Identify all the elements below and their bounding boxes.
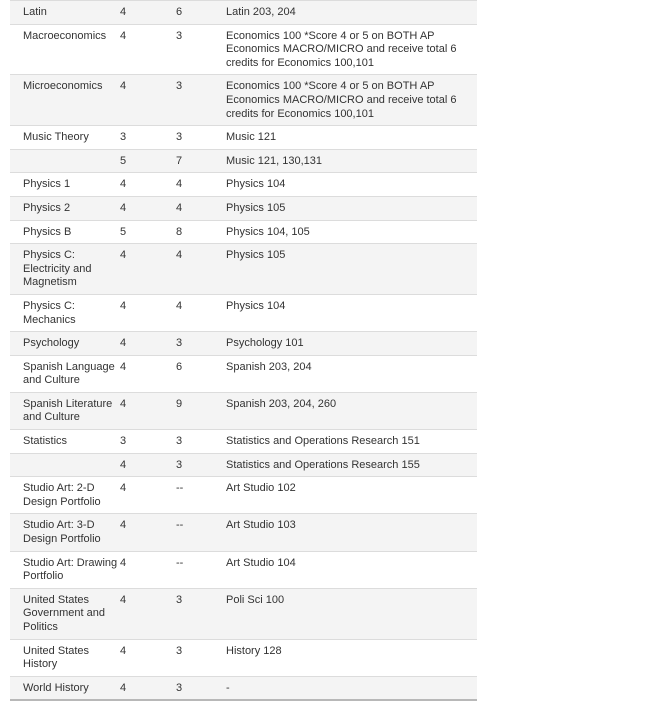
table-row <box>10 430 477 454</box>
score-cell: 4 <box>120 593 127 606</box>
score-cell: 4 <box>120 80 127 93</box>
equivalent-cell: Poli Sci 100 <box>226 593 285 606</box>
subject-cell: Physics 1 <box>23 178 71 191</box>
score-cell: 4 <box>120 201 127 214</box>
credits-cell: 6 <box>176 360 183 373</box>
table-row <box>10 244 477 295</box>
subject-cell: Spanish Language and Culture <box>23 360 115 387</box>
credits-cell: 3 <box>176 337 183 350</box>
score-cell: 4 <box>120 337 127 350</box>
table-row <box>10 589 477 640</box>
score-cell: 4 <box>120 299 127 312</box>
equivalent-cell: Physics 104 <box>226 299 286 312</box>
table-row <box>10 640 477 677</box>
credits-cell: -- <box>176 556 184 569</box>
equivalent-cell: Art Studio 102 <box>226 482 296 495</box>
score-cell: 4 <box>120 360 127 373</box>
equivalent-cell: History 128 <box>226 644 282 657</box>
credits-cell: 4 <box>176 178 183 191</box>
equivalent-cell: Statistics and Operations Research 155 <box>226 458 420 471</box>
equivalent-cell: - <box>226 681 230 694</box>
equivalent-cell: Physics 105 <box>226 201 286 214</box>
equivalent-cell: Music 121, 130,131 <box>226 154 323 167</box>
table-row <box>10 221 477 245</box>
table-row <box>10 393 477 430</box>
subject-cell: Physics C: Electricity and Magnetism <box>23 249 92 289</box>
table-row <box>10 126 477 150</box>
equivalent-cell: Economics 100 *Score 4 or 5 on BOTH AP Economics MACRO/MICRO and receive total 6 credits for Economics 100,101 <box>226 80 457 120</box>
score-cell: 4 <box>120 519 127 532</box>
subject-cell: Studio Art: Drawing Portfolio <box>23 556 118 583</box>
equivalent-cell: Statistics and Operations Research 151 <box>226 435 420 448</box>
table-row <box>10 677 477 701</box>
table-row <box>10 454 477 478</box>
subject-cell: United States Government and Politics <box>23 593 105 633</box>
credits-cell: 3 <box>176 593 183 606</box>
equivalent-cell: Art Studio 103 <box>226 519 296 532</box>
score-cell: 4 <box>120 397 127 410</box>
subject-cell: Music Theory <box>23 131 89 144</box>
equivalent-cell: Physics 104 <box>226 178 286 191</box>
score-cell: 5 <box>120 154 127 167</box>
score-cell: 4 <box>120 644 127 657</box>
subject-cell: Physics B <box>23 225 72 238</box>
score-cell: 4 <box>120 482 127 495</box>
table-row <box>10 1 477 25</box>
score-cell: 4 <box>120 29 127 42</box>
table-row <box>10 295 477 332</box>
score-cell: 3 <box>120 131 127 144</box>
credits-cell: 3 <box>176 681 183 694</box>
table-row <box>10 356 477 393</box>
table-row <box>10 75 477 126</box>
credits-cell: 4 <box>176 201 183 214</box>
subject-cell: Latin <box>23 6 47 18</box>
subject-cell: Studio Art: 3-D Design Portfolio <box>23 519 101 546</box>
credits-cell: -- <box>176 482 184 495</box>
equivalent-cell: Art Studio 104 <box>226 556 296 569</box>
credits-cell: 4 <box>176 299 183 312</box>
credits-cell: 7 <box>176 154 183 167</box>
credits-cell: 8 <box>176 225 183 238</box>
credits-cell: 9 <box>176 397 183 410</box>
subject-cell: Spanish Literature and Culture <box>23 397 113 424</box>
table-row <box>10 477 477 514</box>
ap-credit-table <box>10 0 477 701</box>
equivalent-cell: Spanish 203, 204 <box>226 360 312 373</box>
credits-cell: -- <box>176 519 184 532</box>
score-cell: 4 <box>120 556 127 569</box>
table-row <box>10 514 477 551</box>
equivalent-cell: Psychology 101 <box>226 337 304 350</box>
subject-cell: United States History <box>23 644 90 671</box>
table-row <box>10 25 477 76</box>
credits-cell: 3 <box>176 80 183 93</box>
subject-cell: Microeconomics <box>23 80 103 93</box>
score-cell: 4 <box>120 681 127 694</box>
table-row <box>10 150 477 174</box>
credits-cell: 3 <box>176 29 183 42</box>
credits-cell: 6 <box>176 6 183 18</box>
subject-cell <box>10 155 120 169</box>
equivalent-cell: Physics 105 <box>226 249 286 262</box>
table-row <box>10 197 477 221</box>
subject-cell: Physics 2 <box>23 201 71 214</box>
score-cell: 3 <box>120 435 127 448</box>
subject-cell <box>10 459 120 473</box>
credits-cell: 3 <box>176 644 183 657</box>
table-row <box>10 332 477 356</box>
table-row <box>10 173 477 197</box>
equivalent-cell: Latin 203, 204 <box>226 6 296 18</box>
equivalent-cell: Physics 104, 105 <box>226 225 310 238</box>
equivalent-cell: Music 121 <box>226 131 277 144</box>
subject-cell: Macroeconomics <box>23 29 107 42</box>
equivalent-cell: Economics 100 *Score 4 or 5 on BOTH AP Economics MACRO/MICRO and receive total 6 credits for Economics 100,101 <box>226 29 457 69</box>
credits-cell: 4 <box>176 249 183 262</box>
subject-cell: World History <box>23 681 89 694</box>
subject-cell: Studio Art: 2-D Design Portfolio <box>23 482 101 508</box>
table-row <box>10 552 477 589</box>
score-cell: 4 <box>120 178 127 191</box>
credits-cell: 3 <box>176 131 183 144</box>
score-cell: 4 <box>120 458 127 471</box>
score-cell: 5 <box>120 225 127 238</box>
score-cell: 4 <box>120 249 127 262</box>
credits-cell: 3 <box>176 435 183 448</box>
subject-cell: Psychology <box>23 337 80 350</box>
credits-cell: 3 <box>176 458 183 471</box>
score-cell: 4 <box>120 6 127 18</box>
subject-cell: Physics C: Mechanics <box>23 299 76 326</box>
equivalent-cell: Spanish 203, 204, 260 <box>226 397 337 410</box>
subject-cell: Statistics <box>23 435 68 448</box>
